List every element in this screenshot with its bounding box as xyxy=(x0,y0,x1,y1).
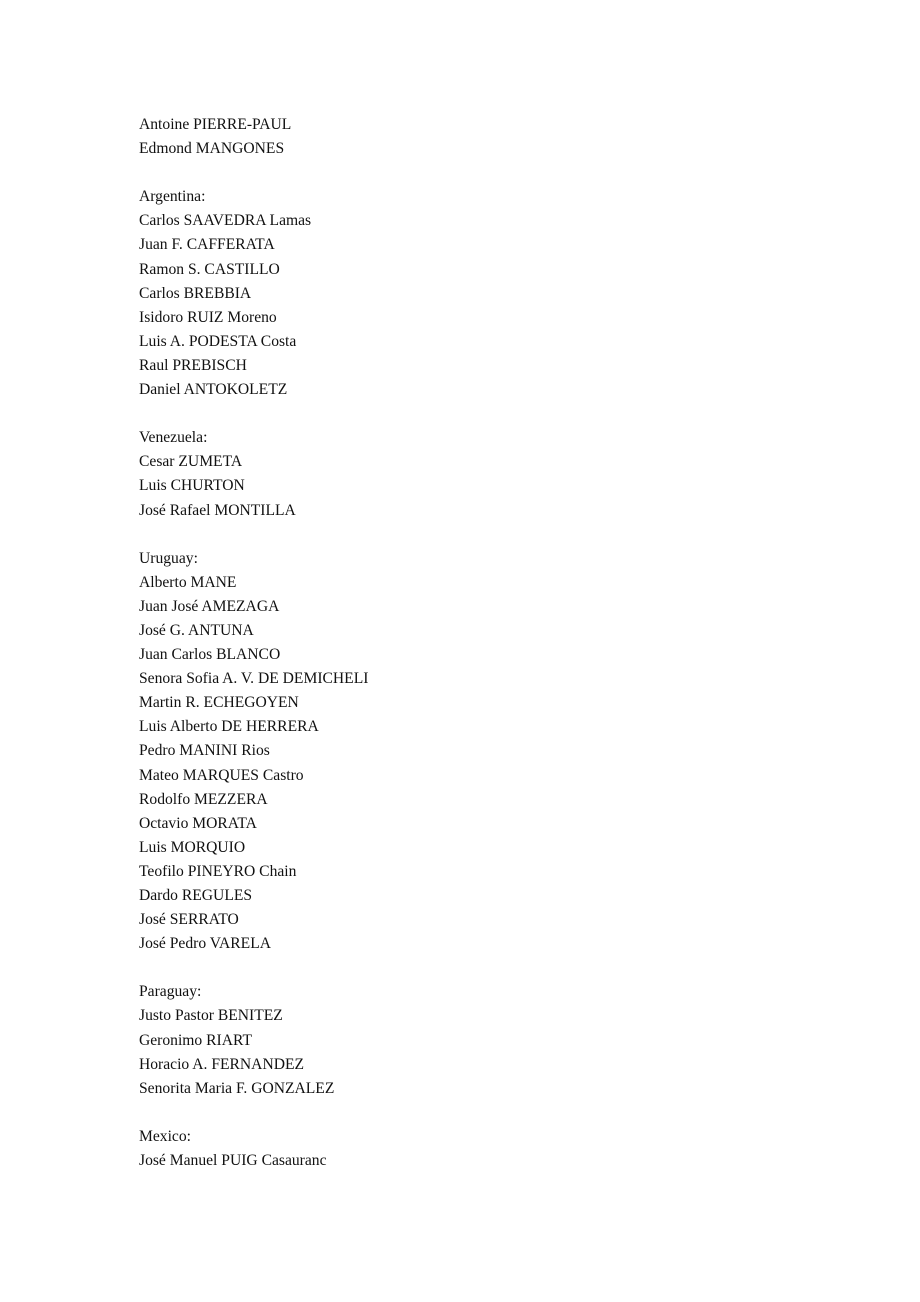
spacer xyxy=(139,523,839,547)
delegate-name: Juan F. CAFFERATA xyxy=(139,236,275,254)
country-heading: Uruguay: xyxy=(139,549,198,567)
country-heading: Mexico: xyxy=(139,1127,191,1145)
delegate-name: Carlos BREBBIA xyxy=(139,284,252,302)
delegate-name: Teofilo PINEYRO Chain xyxy=(139,862,297,880)
spacer xyxy=(139,402,839,426)
delegate-name: Martin R. ECHEGOYEN xyxy=(139,694,299,712)
delegate-name: Horacio A. FERNANDEZ xyxy=(139,1055,305,1073)
delegate-name: José G. ANTUNA xyxy=(139,621,254,639)
spacer xyxy=(139,956,839,980)
delegate-name: Dardo REGULES xyxy=(139,887,253,904)
delegate-name: Luis CHURTON xyxy=(139,477,245,495)
country-group-argentina xyxy=(139,185,839,402)
delegate-name: Raul PREBISCH xyxy=(139,356,247,374)
delegate-name: Carlos SAAVEDRA Lamas xyxy=(139,212,312,230)
delegate-name: Juan Carlos BLANCO xyxy=(139,646,281,664)
delegate-name: Justo Pastor BENITEZ xyxy=(139,1007,283,1025)
delegate-name: Luis A. PODESTA Costa xyxy=(139,332,297,350)
spacer xyxy=(139,1101,839,1125)
delegate-name: Mateo MARQUES Castro xyxy=(139,766,304,784)
delegate-name: Luis MORQUIO xyxy=(139,838,246,856)
delegate-list xyxy=(139,113,839,1173)
country-heading: Paraguay: xyxy=(139,983,202,1001)
delegate-name: Senorita Maria F. GONZALEZ xyxy=(139,1079,335,1097)
country-heading: Argentina: xyxy=(139,188,206,206)
delegate-name: Edmond MANGONES xyxy=(139,140,285,158)
country-group-mexico xyxy=(139,1125,839,1173)
delegate-name: Ramon S. CASTILLO xyxy=(139,260,280,278)
delegate-name: Rodolfo MEZZERA xyxy=(139,790,268,808)
country-group-venezuela xyxy=(139,426,839,522)
delegate-name: Antoine PIERRE-PAUL xyxy=(139,116,292,133)
delegate-name: José Pedro VARELA xyxy=(139,935,271,953)
delegate-name: Alberto MANE xyxy=(139,573,237,591)
country-group-uruguay xyxy=(139,547,839,957)
delegate-name: Juan José AMEZAGA xyxy=(139,597,280,615)
delegate-name: Isidoro RUIZ Moreno xyxy=(139,308,277,326)
delegate-name: José Manuel PUIG Casauranc xyxy=(139,1152,327,1170)
delegate-name: Cesar ZUMETA xyxy=(139,453,243,471)
delegate-name: Geronimo RIART xyxy=(139,1031,252,1049)
country-heading: Venezuela: xyxy=(139,429,208,447)
spacer xyxy=(139,161,839,185)
delegate-name: José SERRATO xyxy=(139,911,239,929)
delegate-name: Octavio MORATA xyxy=(139,814,257,832)
intro-block xyxy=(139,113,839,161)
delegate-name: Pedro MANINI Rios xyxy=(139,742,270,760)
country-group-paraguay xyxy=(139,980,839,1100)
delegate-name: Luis Alberto DE HERRERA xyxy=(139,718,319,736)
delegate-name: Senora Sofia A. V. DE DEMICHELI xyxy=(139,670,369,688)
delegate-name: José Rafael MONTILLA xyxy=(139,501,296,519)
delegate-name: Daniel ANTOKOLETZ xyxy=(139,381,288,399)
